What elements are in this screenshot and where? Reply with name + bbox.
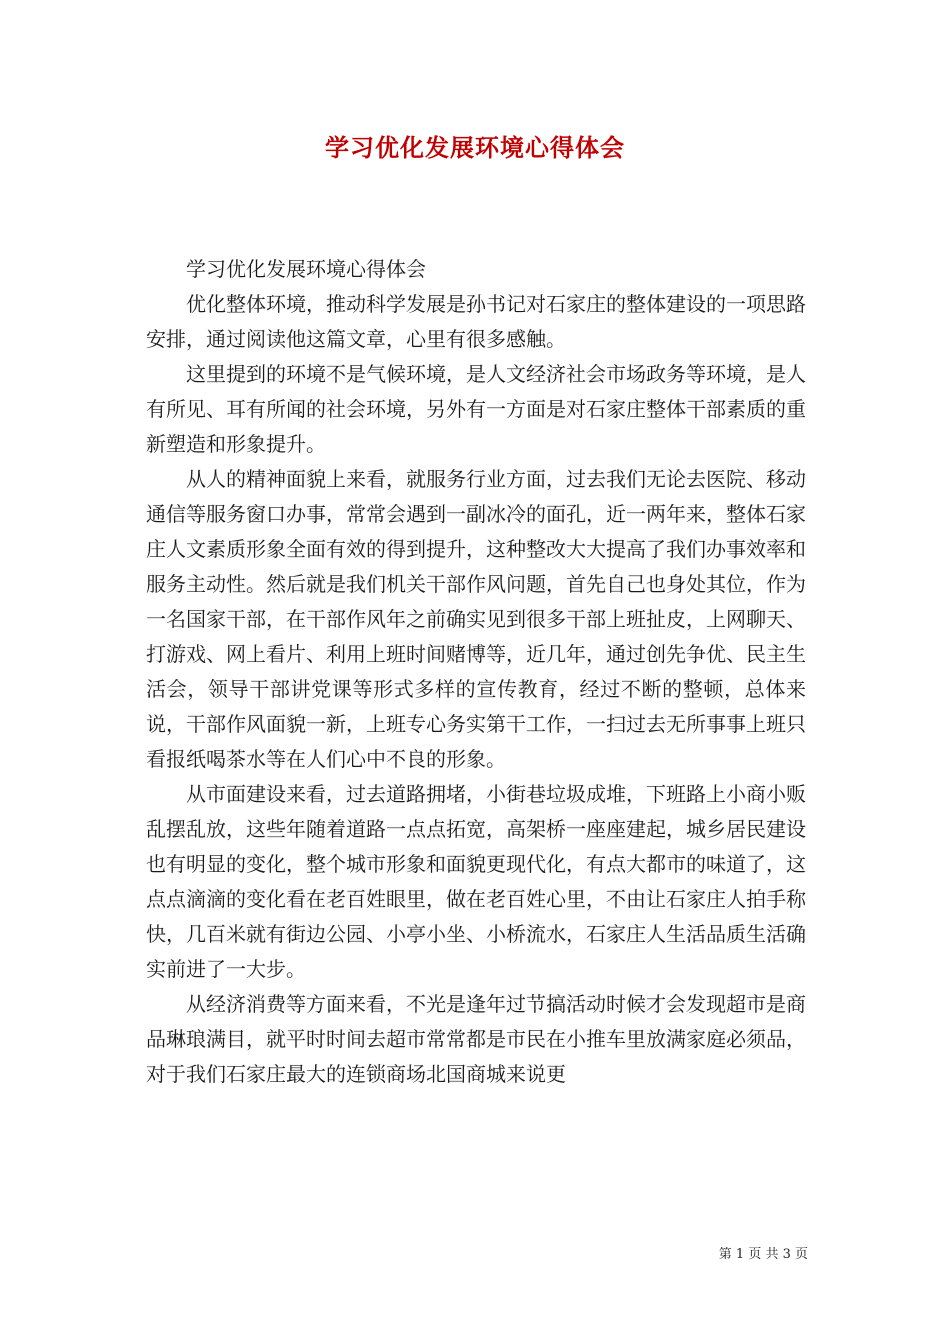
paragraph-subtitle: 学习优化发展环境心得体会 <box>186 257 426 281</box>
paragraph: 优化整体环境，推动科学发展是孙书记对石家庄的整体建设的一项思路安排，通过阅读他这篇文章，心里有很多感触。 <box>146 292 806 351</box>
paragraph: 从经济消费等方面来看，不光是逢年过节搞活动时候才会发现超市是商品琳琅满目，就平时时间去超市常常都是市民在小推车里放满家庭必须品，对于我们石家庄最大的连锁商场北国商城来说更 <box>146 992 806 1086</box>
paragraph: 从人的精神面貌上来看，就服务行业方面，过去我们无论去医院、移动通信等服务窗口办事，常常会遇到一副冰冷的面孔，近一两年来，整体石家庄人文素质形象全面有效的得到提升，这种整改大大提高了我们办事效率和服务主动性。然后就是我们机关干部作风问题，首先自己也身处其位，作为一名国家干部，在干部作风年之前确实见到很多干部上班扯皮，上网聊天、打游戏、网上看片、利用上班时间赌博等，近几年，通过创先争优、民主生活会，领导干部讲党课等形式多样的宣传教育，经过不断的整顿，总体来说，干部作风面貌一新，上班专心务实第干工作，一扫过去无所事事上班只看报纸喝茶水等在人们心中不良的形象。 <box>146 467 806 771</box>
document-body <box>146 252 806 1092</box>
paragraph: 这里提到的环境不是气候环境，是人文经济社会市场政务等环境，是人有所见、耳有所闻的社会环境，另外有一方面是对石家庄整体干部素质的重新塑造和形象提升。 <box>146 362 806 456</box>
page-number-footer: 第 1 页 共 3 页 <box>718 1247 808 1262</box>
page-title: 学习优化发展环境心得体会 <box>325 133 625 162</box>
paragraph: 从市面建设来看，过去道路拥堵，小街巷垃圾成堆，下班路上小商小贩乱摆乱放，这些年随着道路一点点拓宽，高架桥一座座建起，城乡居民建设也有明显的变化，整个城市形象和面貌更现代化，有点大都市的味道了，这点点滴滴的变化看在老百姓眼里，做在老百姓心里，不由让石家庄人拍手称快，几百米就有街边公园、小亭小坐、小桥流水，石家庄人生活品质生活确实前进了一大步。 <box>146 782 806 981</box>
